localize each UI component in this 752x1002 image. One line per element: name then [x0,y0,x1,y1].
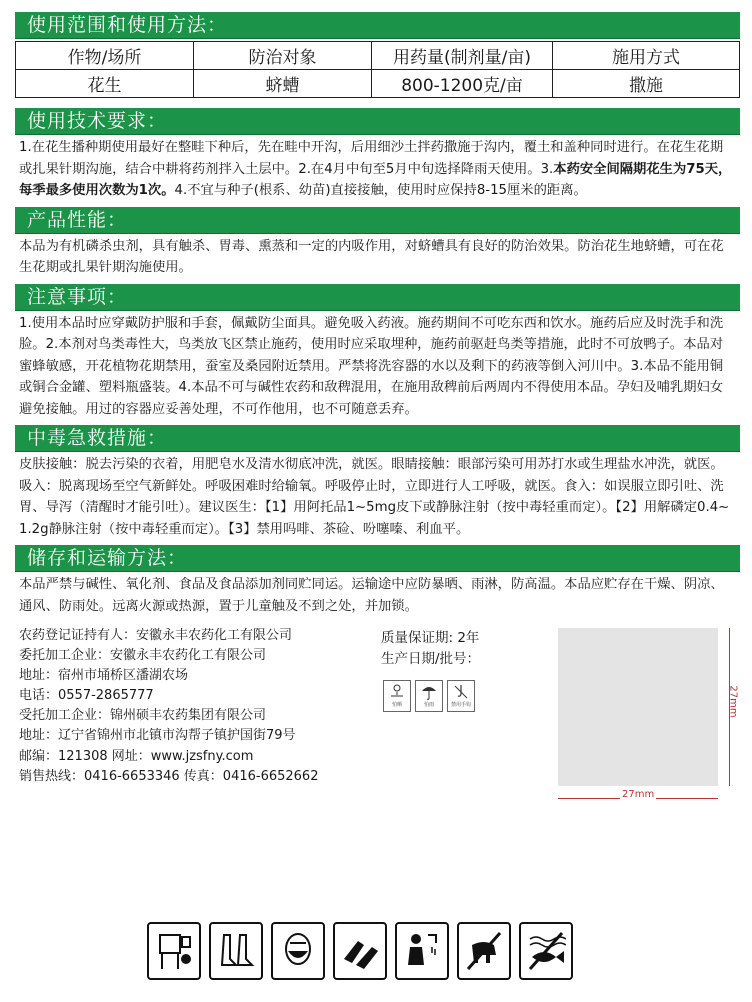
phone-line: 电话：0557-2865777 [19,688,154,704]
processor-line: 受托加工企业：锦州硕丰农药集团有限公司 [19,708,267,724]
technique-text-b: 4.不宜与种子(根系、幼苗)直接接触，使用时应保持8-15厘米的距离。 [174,183,587,198]
label-page [15,0,740,852]
barcode-placeholder [558,628,718,786]
company-block [15,626,740,852]
processor-address-line: 地址：辽宁省锦州市北镇市沟帮子镇护国街79号 [19,728,296,744]
keep-dry-icon [383,680,411,712]
registrant-line: 农药登记证持有人：安徽永丰农药化工有限公司 [19,628,293,643]
usage-header: 使用范围和使用方法： [15,12,740,39]
pictogram-label: 怕晒 [391,702,402,708]
table-cell: 撒施 [553,70,740,98]
address-line: 地址：宿州市埇桥区潘湖农场 [19,668,189,684]
technique-text [15,135,740,205]
gloves-icon [333,922,387,980]
vertical-dimension [723,628,737,786]
warranty-text: 质量保证期: 2年 [381,630,480,646]
table-header-row [16,42,740,70]
wash-icon [395,922,449,980]
table-row [16,70,740,98]
contractor-line: 委托加工企业：安徽永丰农药化工有限公司 [19,648,267,664]
hotline-fax-line: 销售热线：0416-6653346 传真：0416-6652662 [19,768,319,784]
performance-text: 本品为有机磷杀虫剂，具有触杀、胃毒、熏蒸和一定的内吸作用，对蛴螬具有良好的防治效果。防治花生地蛴螬，可在花生花期或扎果针期沟施使用。 [19,238,724,275]
precautions-text: 1.使用本品时应穿戴防护服和手套，佩戴防尘面具。避免吸入药液。施药期间不可吃东西和饮水。施药后应及时洗手和洗脸。2.本剂对鸟类毒性大，鸟类放飞区禁止施药，使用时应采取埋种，施药前驱赶鸟类等措施，此时不可放鸭子。本品对蜜蜂敏感，开花植物花期禁用，蚕室及桑园附近禁用。严禁将洗容器的水以及剩下的药液等倒入河川中。3.本品不能用铜或铜合金罐、塑料瓶盛装。4.本品不可与碱性农药和敌稗混用，在施用敌稗前后两周内不得使用本品。孕妇及哺乳期妇女避免接触。用过的容器应妥善处理，不可作他用，也不可随意丢弃。 [19,315,724,417]
pictogram-label: 怕雨 [423,702,434,708]
umbrella-icon [415,680,443,712]
column-header: 施用方式 [553,42,740,70]
performance-header: 产品性能： [15,207,740,234]
firstaid-text: 皮肤接触：脱去污染的衣着，用肥皂水及清水彻底冲洗，就医。眼睛接触：眼部污染可用苏打水或生理盐水冲洗，就医。吸入：脱离现场至空气新鲜处。呼吸困难时给输氧。呼吸停止时，立即进行人工呼吸，就医。食入：如误服立即引吐、洗胃、导泻（清醒时才能引吐）。建议医生：【1】用阿托品1~5mg皮下或静脉注射（按中毒轻重而定）。【2】用解磷定0.4~1.2g静脉注射（按中毒轻重而定）。【3】禁用吗啡、茶硷、吩噻嗪、利血平。 [19,457,730,537]
storage-text: 本品严禁与碱性、氧化剂、食品及食品添加剂同贮同运。运输途中应防暴晒、雨淋，防高温。本品应贮存在干燥、阴凉、通风、防雨处。远离火源或热源，置于儿童触及不到之处，并加锁。 [19,577,724,614]
warning-pictograms [147,922,573,980]
mask-icon [271,922,325,980]
table-cell: 花生 [16,70,194,98]
technique-header: 使用技术要求： [15,108,740,135]
safety-interval-text: 本药安全间隔期花生为75天，每季最多使用次数为1次。 [19,161,732,198]
vertical-dimension-label: 27mm [727,685,739,718]
horizontal-dimension [558,789,718,806]
storage-header: 储存和运输方法： [15,545,740,572]
handling-pictograms [383,680,475,712]
quality-info [381,628,480,670]
column-header: 用药量(制剂量/亩) [372,42,553,70]
boots-icon [209,922,263,980]
storage-lock-icon [147,922,201,980]
column-header: 防治对象 [194,42,372,70]
table-cell: 蛴螬 [194,70,372,98]
precautions-header: 注意事项： [15,284,740,311]
firstaid-header: 中毒急救措施： [15,425,740,452]
table-cell: 800-1200克/亩 [372,70,553,98]
company-info [19,626,318,787]
toxic-to-fish-icon [519,922,573,980]
postcode-website-line: 邮编：121308 网址：www.jzsfny.com [19,748,254,764]
no-livestock-icon [457,922,511,980]
pictogram-label: 禁用手钩 [450,702,471,708]
usage-table [15,41,740,98]
technique-text-a: 1.在花生播种期使用最好在整畦下种后，先在畦中开沟，后用细沙土拌药撒施于沟内，覆土和盖种同时进行。在花生花期或扎果针期沟施，结合中耕将药剂拌入土层中。2.在4月中旬至5月中旬选择降雨天使用。3. [19,140,724,177]
no-hooks-icon [447,680,475,712]
column-header: 作物/场所 [16,42,194,70]
batch-text: 生产日期/批号： [381,651,481,667]
horizontal-dimension-label: 27mm [622,789,655,800]
